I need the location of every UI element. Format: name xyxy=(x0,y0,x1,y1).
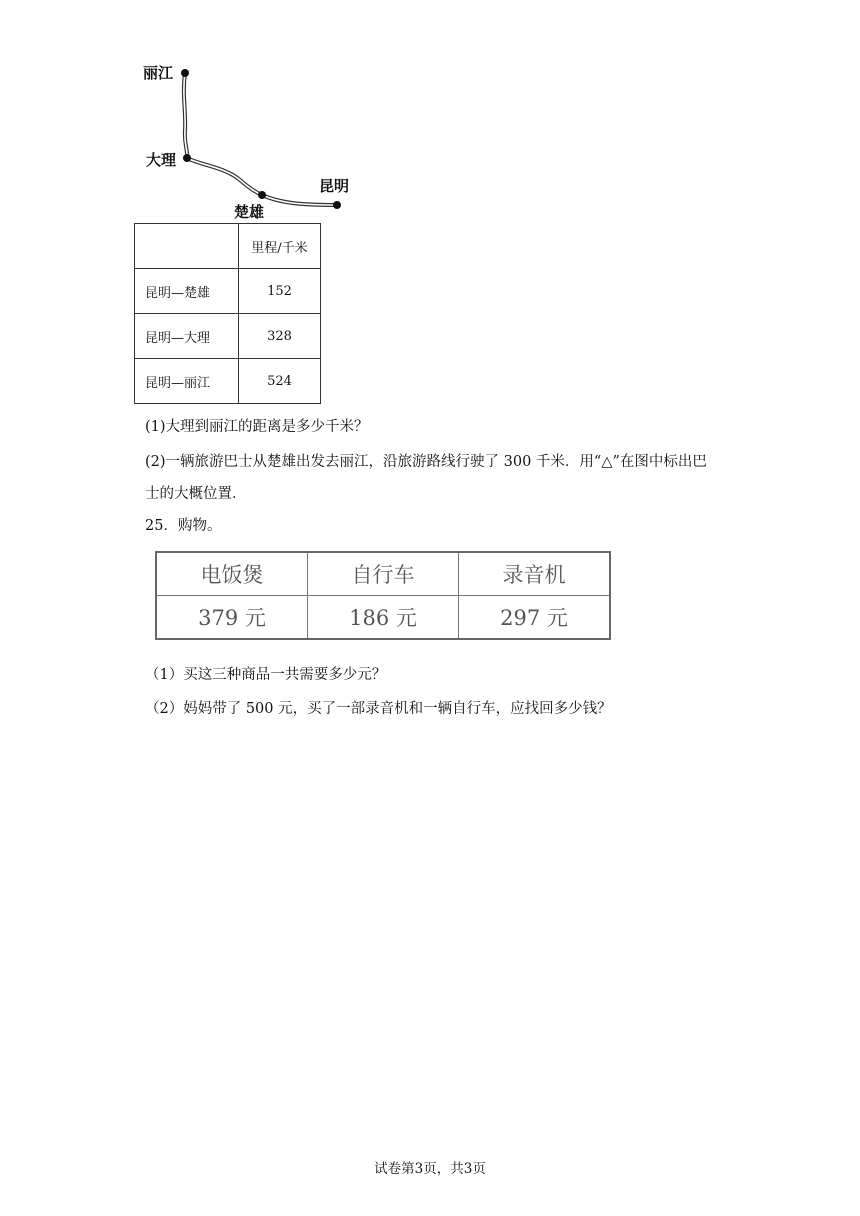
question-25-title: 25．购物。 xyxy=(145,518,222,534)
lijiang-label: 丽江 xyxy=(143,64,174,82)
table-row xyxy=(156,552,610,596)
kunming-dot xyxy=(333,201,341,209)
chuxiong-dot xyxy=(258,191,266,199)
table-row xyxy=(135,314,321,359)
route-line xyxy=(184,73,337,205)
table-row xyxy=(135,224,321,269)
item-name: 自行车 xyxy=(308,552,459,596)
dali-label: 大理 xyxy=(146,151,177,169)
distance-table xyxy=(134,223,321,404)
km-cell: 152 xyxy=(239,269,321,314)
item-price: 297 元 xyxy=(459,596,611,640)
chuxiong-label: 楚雄 xyxy=(234,203,265,221)
route-cell: 昆明—大理 xyxy=(135,314,239,359)
kunming-label: 昆明 xyxy=(319,177,350,195)
question-24-1: (1)大理到丽江的距离是多少千米？ xyxy=(145,419,369,435)
table-cell xyxy=(135,224,239,269)
item-price: 186 元 xyxy=(308,596,459,640)
question-25-1: （1）买这三种商品一共需要多少元？ xyxy=(145,667,387,683)
table-row xyxy=(135,269,321,314)
route-map xyxy=(130,55,370,225)
route-cell: 昆明—楚雄 xyxy=(135,269,239,314)
dali-dot xyxy=(183,154,191,162)
route-cell: 昆明—丽江 xyxy=(135,359,239,404)
table-header-km: 里程/千米 xyxy=(239,224,321,269)
question-24-2-line2: 士的大概位置． xyxy=(145,486,247,502)
km-cell: 524 xyxy=(239,359,321,404)
question-24-2-line1: (2)一辆旅游巴士从楚雄出发去丽江，沿旅游路线行驶了 300 千米．用“△”在图中标出巴 xyxy=(145,454,707,470)
item-name: 电饭煲 xyxy=(156,552,308,596)
item-name: 录音机 xyxy=(459,552,611,596)
km-cell: 328 xyxy=(239,314,321,359)
lijiang-dot xyxy=(181,69,189,77)
shopping-table xyxy=(155,551,611,640)
question-25-2: （2）妈妈带了 500 元，买了一部录音机和一辆自行车，应找回多少钱？ xyxy=(145,701,612,717)
table-row xyxy=(156,596,610,640)
item-price: 379 元 xyxy=(156,596,308,640)
page-footer: 试卷第3页，共3页 xyxy=(374,1161,486,1177)
table-row xyxy=(135,359,321,404)
